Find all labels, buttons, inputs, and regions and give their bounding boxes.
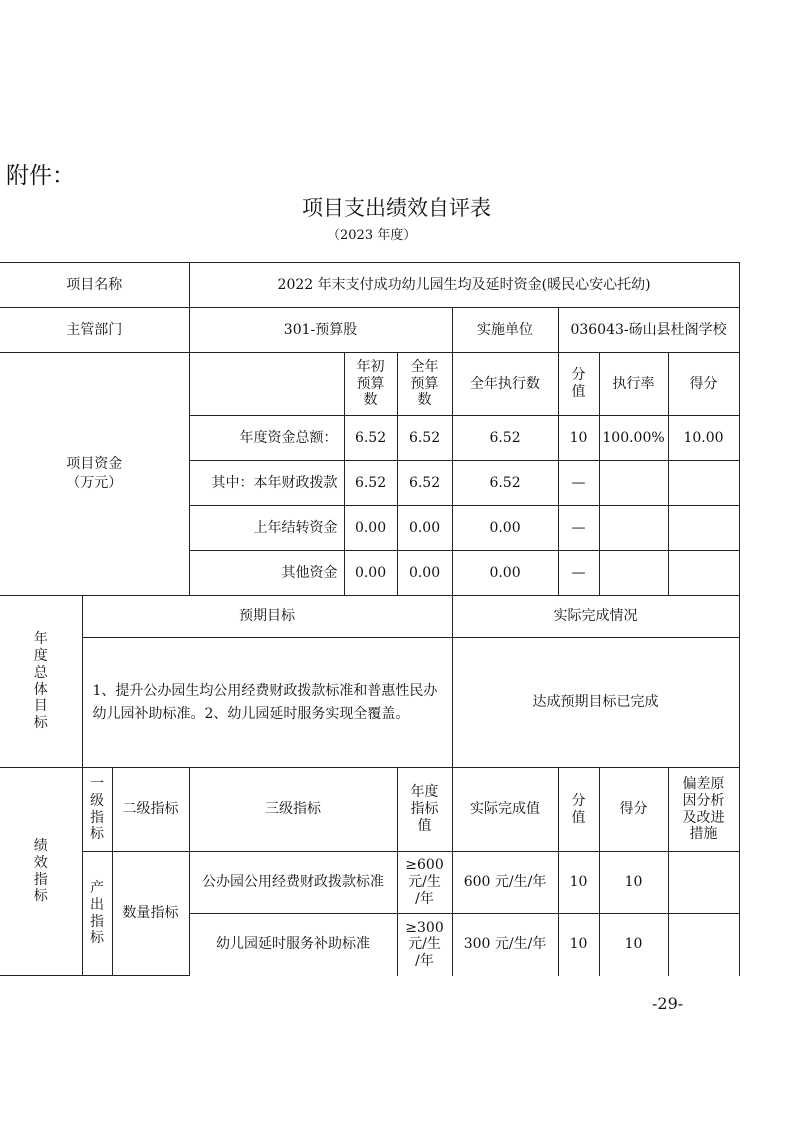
fund-annual: 0.00 [397, 551, 452, 596]
fund-rate [599, 551, 668, 596]
expected-goal-text: 1、提升公办园生均公用经费财政拨款标准和普惠性民办幼儿园补助标准。2、幼儿园延时服务实现全覆盖。 [82, 638, 452, 768]
indicators-section-label: 绩 效 指 标 [0, 768, 82, 976]
performance-table [0, 262, 740, 976]
fund-rate [599, 461, 668, 506]
fund-score: 10.00 [668, 416, 739, 461]
fund-weight: 10 [558, 416, 599, 461]
actual-status-text: 达成预期目标已完成 [452, 638, 739, 768]
indicator-score: 10 [599, 852, 668, 914]
fund-exec: 0.00 [452, 551, 558, 596]
fund-annual: 0.00 [397, 506, 452, 551]
unit-label: 实施单位 [452, 308, 558, 353]
fund-score [668, 551, 739, 596]
funds-header-blank [189, 353, 344, 416]
level1-output-label: 产 出 指 标 [82, 852, 112, 976]
fund-weight: — [558, 506, 599, 551]
fund-row-label: 上年结转资金 [189, 506, 344, 551]
actual-value: 300 元/生/年 [452, 914, 558, 976]
year-label: （2023 年度） [327, 228, 417, 243]
level2-quantity-label: 数量指标 [112, 852, 189, 976]
unit-value: 036043-砀山县杜阁学校 [558, 308, 739, 353]
indicator-deviation [668, 914, 739, 976]
fund-weight: — [558, 461, 599, 506]
fund-exec: 6.52 [452, 416, 558, 461]
fund-exec: 0.00 [452, 506, 558, 551]
fund-rate [599, 506, 668, 551]
header-indicator-score: 得分 [599, 768, 668, 852]
goals-section-label: 年 度 总 体 目 标 [0, 596, 82, 768]
level3-label: 公办园公用经费财政拨款标准 [189, 852, 397, 914]
header-score: 得分 [668, 353, 739, 416]
fund-exec: 6.52 [452, 461, 558, 506]
annual-target-value: ≥300 元/生 /年 [397, 914, 452, 976]
header-deviation: 偏差原 因分析 及改进 措施 [668, 768, 739, 852]
fund-rate: 100.00% [599, 416, 668, 461]
header-annual-exec: 全年执行数 [452, 353, 558, 416]
fund-score [668, 461, 739, 506]
header-score-weight: 分 值 [558, 353, 599, 416]
fund-initial: 6.52 [344, 461, 397, 506]
document-title: 项目支出绩效自评表 [302, 196, 491, 220]
project-name-label: 项目名称 [0, 263, 189, 308]
header-actual-value: 实际完成值 [452, 768, 558, 852]
fund-score [668, 506, 739, 551]
annual-target-value: ≥600 元/生 /年 [397, 852, 452, 914]
fund-row-label: 年度资金总额： [189, 416, 344, 461]
dept-label: 主管部门 [0, 308, 189, 353]
dept-value: 301-预算股 [189, 308, 452, 353]
indicator-weight: 10 [558, 914, 599, 976]
page-number: -29- [652, 994, 684, 1013]
fund-row-label: 其他资金 [189, 551, 344, 596]
header-level2: 二级指标 [112, 768, 189, 852]
header-exec-rate: 执行率 [599, 353, 668, 416]
indicator-score: 10 [599, 914, 668, 976]
level3-label: 幼儿园延时服务补助标准 [189, 914, 397, 976]
actual-status-header: 实际完成情况 [452, 596, 739, 638]
header-annual-target: 年度 指标 值 [397, 768, 452, 852]
header-annual-budget: 全年 预算 数 [397, 353, 452, 416]
header-level3: 三级指标 [189, 768, 397, 852]
funds-section-label: 项目资金 （万元） [0, 353, 189, 596]
header-initial-budget: 年初 预算 数 [344, 353, 397, 416]
fund-annual: 6.52 [397, 461, 452, 506]
indicator-weight: 10 [558, 852, 599, 914]
fund-initial: 6.52 [344, 416, 397, 461]
header-indicator-weight: 分 值 [558, 768, 599, 852]
fund-row-label: 其中：本年财政拨款 [189, 461, 344, 506]
fund-initial: 0.00 [344, 506, 397, 551]
fund-annual: 6.52 [397, 416, 452, 461]
project-name-value: 2022 年末支付成功幼儿园生均及延时资金(暖民心安心托幼) [189, 263, 739, 308]
fund-weight: — [558, 551, 599, 596]
header-level1: 一 级 指 标 [82, 768, 112, 852]
attachment-label: 附件： [6, 163, 75, 189]
fund-initial: 0.00 [344, 551, 397, 596]
indicator-row [0, 852, 739, 914]
indicator-deviation [668, 852, 739, 914]
actual-value: 600 元/生/年 [452, 852, 558, 914]
expected-goal-header: 预期目标 [82, 596, 452, 638]
